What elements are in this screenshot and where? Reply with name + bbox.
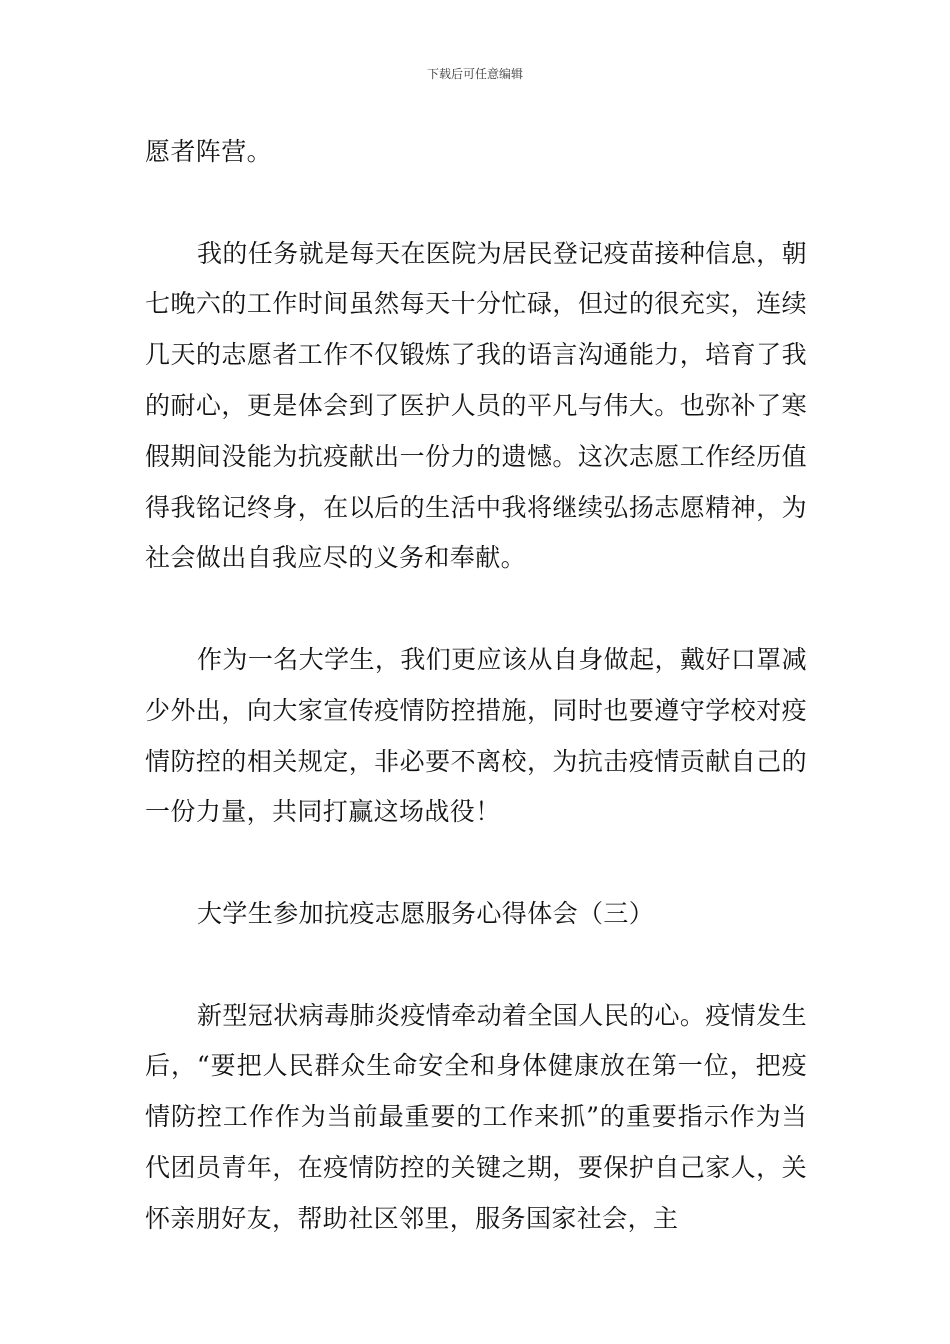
paragraph-student-duty: 作为一名大学生，我们更应该从自身做起，戴好口罩减少外出，向大家宣传疫情防控措施，同时也要遵守学校对疫情防控的相关规定，非必要不离校，为抗击疫情贡献自己的一份力量，共同打赢这场战役！ xyxy=(145,644,807,827)
document-body xyxy=(145,127,807,1245)
section-heading: 大学生参加抗疫志愿服务心得体会（三） xyxy=(197,898,655,928)
paragraph-epidemic-intro: 新型冠状病毒肺炎疫情牵动着全国人民的心。疫情发生后，“要把人民群众生命安全和身体健康放在第一位，把疫情防控工作作为当前最重要的工作来抓”的重要指示作为当代团员青年，在疫情防控的关键之期，要保护自己家人，关怀亲朋好友，帮助社区邻里，服务国家社会，主 xyxy=(145,1000,807,1233)
paragraph-gap xyxy=(145,584,807,635)
paragraph-gap xyxy=(145,838,807,889)
paragraph-gap xyxy=(145,178,807,229)
page-header-note: 下载后可任意编辑 xyxy=(426,67,523,81)
paragraph-continuation: 愿者阵营。 xyxy=(145,137,273,166)
paragraph-gap xyxy=(145,940,807,991)
paragraph-volunteer-task: 我的任务就是每天在医院为居民登记疫苗接种信息，朝七晚六的工作时间虽然每天十分忙碌，但过的很充实，连续几天的志愿者工作不仅锻炼了我的语言沟通能力，培育了我的耐心，更是体会到了医护人员的平凡与伟大。也弥补了寒假期间没能为抗疫献出一份力的遗憾。这次志愿工作经历值得我铭记终身，在以后的生活中我将继续弘扬志愿精神，为社会做出自我应尽的义务和奉献。 xyxy=(145,238,807,573)
